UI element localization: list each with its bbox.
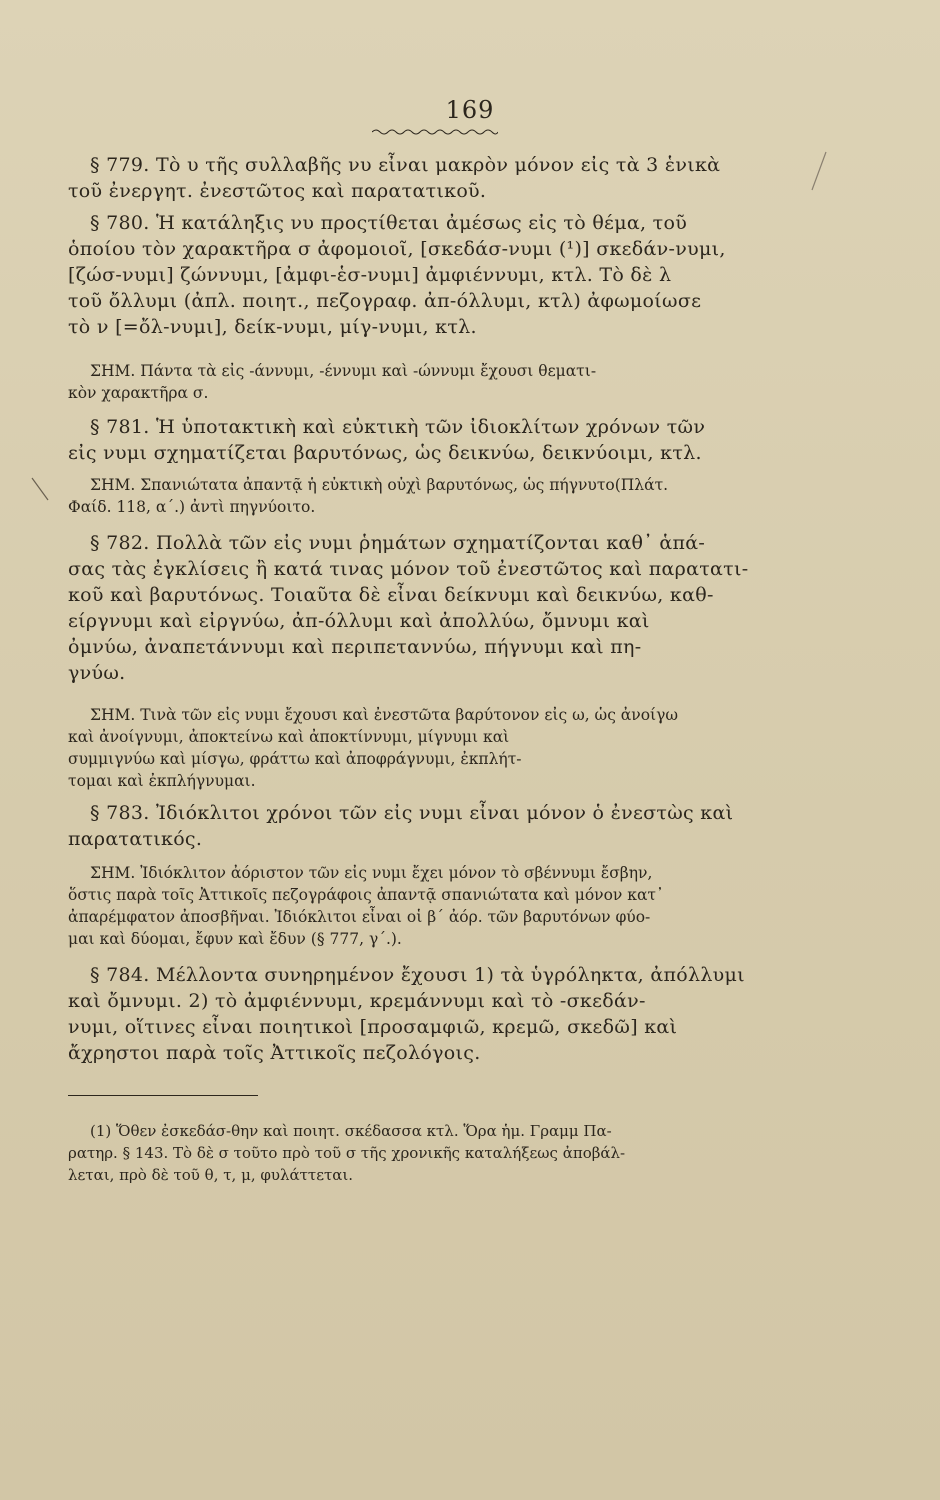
- text-line: ΣΗΜ. Πάντα τὰ εἰς -άννυμι, -έννυμι καὶ -ώννυμι ἔχουσι θεματι-: [90, 362, 597, 380]
- text-line: ΣΗΜ. Τινὰ τῶν εἰς νυμι ἔχουσι καὶ ἐνεστῶτα βαρύτονον εἰς ω, ὡς ἀνοίγω: [90, 706, 679, 724]
- note-783: [68, 862, 792, 950]
- text-line: Φαίδ. 118, α΄.) ἀντὶ πηγνύοιτο.: [68, 498, 316, 516]
- section-782: [68, 530, 792, 686]
- text-line: § 779. Τὸ υ τῆς συλλαβῆς νυ εἶναι μακρὸν μόνον εἰς τὰ 3 ἑνικὰ: [90, 154, 721, 176]
- text-line: γνύω.: [68, 662, 126, 684]
- text-line: ὀμνύω, ἀναπετάννυμι καὶ περιπεταννύω, πήγνυμι καὶ πη-: [68, 636, 642, 658]
- text-line: § 782. Πολλὰ τῶν εἰς νυμι ῥημάτων σχηματίζονται καθ᾽ ἁπά-: [90, 532, 706, 554]
- footnote-line: (1) Ὅθεν ἐσκεδάσ-θην καὶ ποιητ. σκέδασσα κτλ. Ὅρα ἡμ. Γραμμ Πα-: [90, 1122, 612, 1140]
- page-number-ornament: [372, 128, 498, 136]
- text-line: κοῦ καὶ βαρυτόνως. Τοιαῦτα δὲ εἶναι δείκνυμι καὶ δεικνύω, καθ-: [68, 584, 714, 606]
- section-780: [68, 210, 792, 340]
- text-line: μαι καὶ δύομαι, ἔφυν καὶ ἔδυν (§ 777, γ΄.).: [68, 930, 402, 948]
- margin-pencil-mark: [808, 150, 830, 194]
- text-line: τὸ ν [=ὄλ-νυμι], δείκ-νυμι, μίγ-νυμι, κτλ.: [68, 316, 477, 338]
- text-line: [ζώσ-νυμι] ζώννυμι, [ἀμφι-ἑσ-νυμι] ἀμφιέννυμι, κτλ. Τὸ δὲ λ: [68, 264, 672, 286]
- text-line: τομαι καὶ ἐκπλήγνυμαι.: [68, 772, 256, 790]
- text-line: § 781. Ἡ ὑποτακτικὴ καὶ εὐκτικὴ τῶν ἰδιοκλίτων χρόνων τῶν: [90, 416, 706, 438]
- text-line: ἄχρηστοι παρὰ τοῖς Ἀττικοῖς πεζολόγοις.: [68, 1042, 481, 1064]
- margin-pencil-mark: [28, 474, 52, 504]
- section-781: [68, 414, 792, 466]
- footnote-rule: [68, 1095, 258, 1096]
- section-779: [68, 152, 792, 204]
- note-780: [68, 360, 792, 404]
- text-line: ΣΗΜ. Σπανιώτατα ἀπαντᾷ ἡ εὐκτικὴ οὐχὶ βαρυτόνως, ὡς πήγνυτο(Πλάτ.: [90, 476, 669, 494]
- footnote: [68, 1120, 792, 1186]
- page-number: 169: [445, 96, 495, 124]
- text-line: § 784. Μέλλοντα συνηρημένον ἔχουσι 1) τὰ ὑγρόληκτα, ἀπόλλυμι: [90, 964, 745, 986]
- text-line: κὸν χαρακτῆρα σ.: [68, 384, 209, 402]
- text-line: παρατατικός.: [68, 828, 203, 850]
- section-783: [68, 800, 792, 852]
- footnote-line: ρατηρ. § 143. Τὸ δὲ σ τοῦτο πρὸ τοῦ σ τῆς χρονικῆς καταλήξεως ἀποβάλ-: [68, 1144, 626, 1162]
- text-line: ὅστις παρὰ τοῖς Ἀττικοῖς πεζογράφοις ἀπαντᾷ σπανιώτατα καὶ μόνον κατ᾽: [68, 886, 664, 904]
- text-line: § 780. Ἡ κατάληξις νυ προςτίθεται ἀμέσως εἰς τὸ θέμα, τοῦ: [90, 212, 688, 234]
- note-781: [68, 474, 792, 518]
- footnote-line: λεται, πρὸ δὲ τοῦ θ, τ, μ, φυλάττεται.: [68, 1166, 354, 1184]
- text-line: τοῦ ἐνεργητ. ἐνεστῶτος καὶ παρατατικοῦ.: [68, 180, 487, 202]
- text-line: σας τὰς ἐγκλίσεις ἢ κατά τινας μόνον τοῦ ἐνεστῶτος καὶ παρατατι-: [68, 558, 749, 580]
- text-line: νυμι, οἵτινες εἶναι ποιητικοὶ [προσαμφιῶ, κρεμῶ, σκεδῶ] καὶ: [68, 1016, 678, 1038]
- text-line: τοῦ ὄλλυμι (ἀπλ. ποιητ., πεζογραφ. ἀπ-όλλυμι, κτλ) ἀφωμοίωσε: [68, 290, 702, 312]
- text-line: εἰς νυμι σχηματίζεται βαρυτόνως, ὡς δεικνύω, δεικνύοιμι, κτλ.: [68, 442, 702, 464]
- text-line: καὶ ἀνοίγνυμι, ἀποκτείνω καὶ ἀποκτίννυμι, μίγνυμι καὶ: [68, 728, 510, 746]
- section-784: [68, 962, 792, 1066]
- text-line: § 783. Ἰδιόκλιτοι χρόνοι τῶν εἰς νυμι εἶναι μόνον ὁ ἐνεστὼς καὶ: [90, 802, 734, 824]
- text-line: είργνυμι καὶ εἰργνύω, ἀπ-όλλυμι καὶ ἀπολλύω, ὄμνυμι καὶ: [68, 610, 650, 632]
- text-line: καὶ ὄμνυμι. 2) τὸ ἀμφιέννυμι, κρεμάννυμι καὶ τὸ -σκεδάν-: [68, 990, 646, 1012]
- text-line: ΣΗΜ. Ἰδιόκλιτον ἀόριστον τῶν εἰς νυμι ἔχει μόνον τὸ σβέννυμι ἔσβην,: [90, 864, 653, 882]
- text-line: ὁποίου τὸν χαρακτῆρα σ ἀφομοιοῖ, [σκεδάσ-νυμι (¹)] σκεδάν-νυμι,: [68, 238, 726, 260]
- text-line: ἀπαρέμφατον ἀποσβῆναι. Ἰδιόκλιτοι εἶναι οἱ β΄ ἀόρ. τῶν βαρυτόνων φύο-: [68, 908, 651, 926]
- text-line: συμμιγνύω καὶ μίσγω, φράττω καὶ ἀποφράγνυμι, ἐκπλήτ-: [68, 750, 522, 768]
- note-782: [68, 704, 792, 792]
